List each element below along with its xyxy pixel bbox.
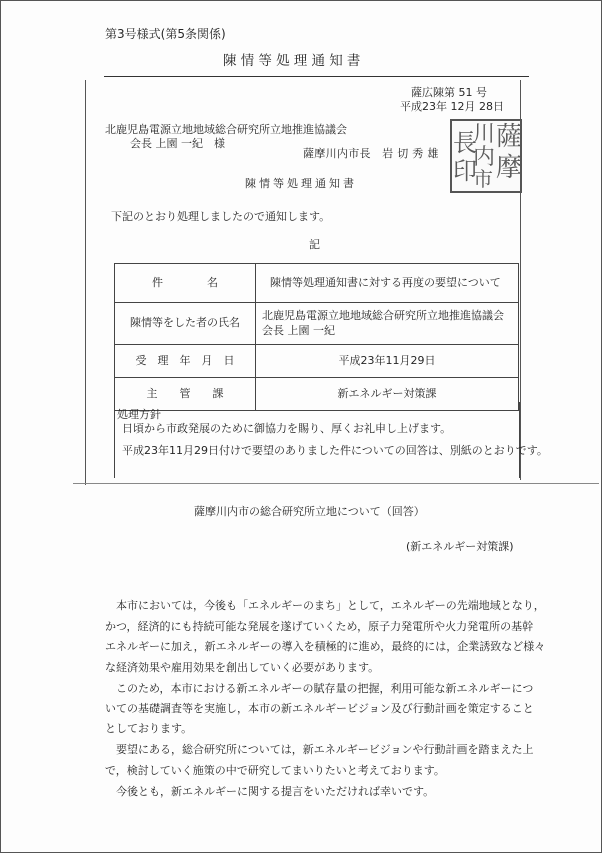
details-table [114, 263, 519, 411]
ki-heading: 記 [309, 238, 320, 251]
policy-label: 処理方針 [117, 408, 161, 421]
seal-glyph: 市 [473, 167, 493, 191]
seal-glyph: 摩 [496, 153, 523, 183]
answer-body-line: エネルギーに加え，新エネルギーの導入を積極的に進め，最終的には，企業誘致など様々 [105, 640, 546, 653]
form-label: 第3号様式(第5条関係) [105, 27, 226, 41]
row-value-line: 北鹿児島電源立地地域総合研究所立地推進協議会 [262, 308, 504, 322]
answer-body-line: このため，本市における新エネルギーの賦存量の把握，利用可能な新エネルギーにつ [116, 682, 534, 695]
answer-body-line: な経済効果や雇用効果を創出していく必要があります。 [105, 661, 380, 674]
table-row [115, 264, 519, 303]
row-label: 件 名 [115, 264, 256, 303]
sender-name: 薩摩川内市長 岩 切 秀 雄 [303, 147, 439, 160]
row-value [256, 303, 519, 345]
reference-number: 薩広陳第 51 号 [411, 86, 487, 99]
answer-department: (新エネルギー対策課) [406, 540, 514, 553]
seal-glyph: 薩 [496, 122, 523, 152]
seal-glyph: 川 [473, 122, 496, 147]
row-label: 主 管 課 [115, 378, 256, 411]
overlay-sheet-edge [73, 483, 599, 484]
row-value-line: 会長 上園 一紀 [262, 323, 335, 337]
seal-glyph: 印 [453, 157, 477, 185]
seal-glyph: 内 [473, 145, 496, 170]
table-row [115, 345, 519, 378]
table-row [115, 303, 519, 345]
answer-body-line: としております。 [105, 722, 193, 735]
row-value: 平成23年11月29日 [256, 345, 519, 378]
row-label: 陳情等をした者の氏名 [115, 303, 256, 345]
policy-box [114, 402, 520, 478]
intro-text: 下記のとおり処理しましたので通知します。 [111, 210, 331, 223]
frame-left-border [85, 80, 86, 485]
answer-body-line: いての基礎調査等を実施し，本市の新エネルギービジョン及び行動計画を策定すること [105, 702, 534, 715]
answer-body-line: かつ，経済的にも持続可能な発展を遂げていくため，原子力発電所や火力発電所の基幹 [105, 620, 534, 633]
document-title: 陳情等処理通知書 [223, 53, 365, 69]
policy-line: 日頃から市政発展のために御協力を賜り、厚くお礼申し上げます。 [122, 422, 452, 435]
policy-line: 平成23年11月29日付けで要望のありました件についての回答は、別紙のとおりです。 [122, 444, 548, 457]
recipient-name: 会長 上園 一紀 様 [130, 137, 225, 150]
subtitle: 陳情等処理通知書 [245, 177, 357, 190]
answer-title: 薩摩川内市の総合研究所立地について（回答） [194, 505, 425, 518]
row-label: 受 理 年 月 日 [115, 345, 256, 378]
issue-date: 平成23年 12月 28日 [400, 100, 504, 113]
answer-body-line: 本市においては，今後も「エネルギーのまち」として，エネルギーの先端地域となり， [116, 599, 545, 612]
recipient-organization: 北鹿児島電源立地地域総合研究所立地推進協議会 [105, 123, 347, 136]
answer-body-line: で，検討していく施策の中で研究してまいりたいと考えております。 [105, 764, 445, 777]
official-seal-stamp [450, 119, 522, 193]
row-value: 陳情等処理通知書に対する再度の要望について [256, 264, 519, 303]
title-divider [104, 76, 529, 77]
row-value: 新エネルギー対策課 [256, 378, 519, 411]
seal-glyph: 長 [453, 129, 477, 157]
answer-body-line: 要望にある，総合研究所については，新エネルギービジョンや行動計画を踏まえた上 [116, 743, 534, 756]
answer-body-line: 今後とも，新エネルギーに関する提言をいただければ幸いです。 [116, 785, 435, 798]
